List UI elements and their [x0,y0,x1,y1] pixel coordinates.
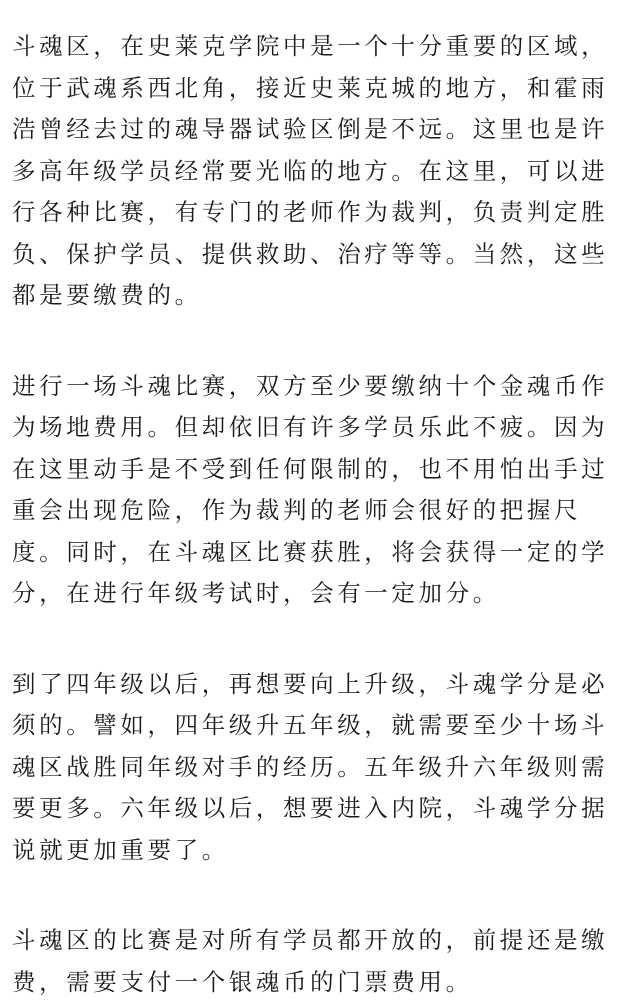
paragraph-3: 到了四年级以后，再想要向上升级，斗魂学分是必须的。譬如，四年级升五年级，就需要至少十场斗魂区战胜同年级对手的经历。五年级升六年级则需要更多。六年级以后，想要进入内院，斗魂学分据说就更加重要了。 [12,669,609,864]
paragraph-2: 进行一场斗魂比赛，双方至少要缴纳十个金魂币作为场地费用。但却依旧有许多学员乐此不疲。因为在这里动手是不受到任何限制的，也不用怕出手过重会出现危险，作为裁判的老师会很好的把握尺度。同时，在斗魂区比赛获胜，将会获得一定的学分，在进行年级考试时，会有一定加分。 [12,371,609,607]
paragraph-4: 斗魂区的比赛是对所有学员都开放的，前提还是缴费，需要支付一个银魂币的门票费用。 [12,926,609,996]
paragraph-1: 斗魂区，在史莱克学院中是一个十分重要的区域，位于武魂系西北角，接近史莱克城的地方，和霍雨浩曾经去过的魂导器试验区倒是不远。这里也是许多高年级学员经常要光临的地方。在这里，可以进行各种比赛，有专门的老师作为裁判，负责判定胜负、保护学员、提供救助、治疗等等。当然，这些都是要缴费的。 [12,32,609,309]
